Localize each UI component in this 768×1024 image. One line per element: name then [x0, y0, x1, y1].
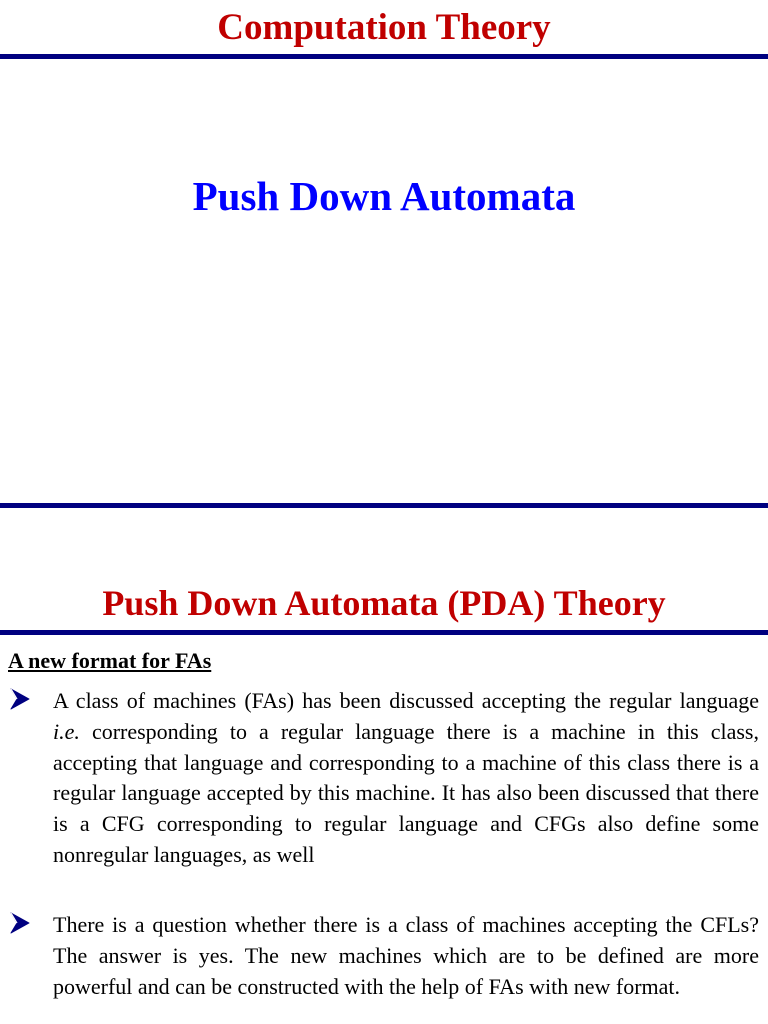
bullet-text-part: corresponding to a regular language there is a machine in this class, accepting that language and corresponding to a machine of this class there is a regular language accepted by this machine. It has also been discussed that there is a CFG corresponding to regular language and CFGs also define some nonregular languages, as well	[53, 718, 759, 867]
section-heading: A new format for FAs	[8, 648, 212, 673]
header-divider	[0, 630, 768, 635]
bullet-text-italic: i.e.	[53, 718, 80, 744]
arrowhead-bullet-icon	[10, 688, 30, 710]
header-divider	[0, 54, 768, 59]
bullet-text-part: A class of machines (FAs) has been discussed accepting the regular language	[53, 688, 759, 713]
slide-bottom-divider	[0, 503, 768, 508]
bullet-text	[53, 686, 759, 871]
slide-header: Push Down Automata (PDA) Theory	[102, 583, 666, 623]
arrowhead-bullet-icon	[10, 912, 30, 934]
slide-main-title: Push Down Automata	[192, 173, 576, 219]
slide-header: Computation Theory	[217, 7, 551, 48]
slide-content	[0, 512, 768, 1024]
bullet-text: There is a question whether there is a class of machines accepting the CFLs? The answer is yes. The new machines which are to be defined are more powerful and can be constructed with the help of FAs with new format.	[53, 912, 759, 999]
